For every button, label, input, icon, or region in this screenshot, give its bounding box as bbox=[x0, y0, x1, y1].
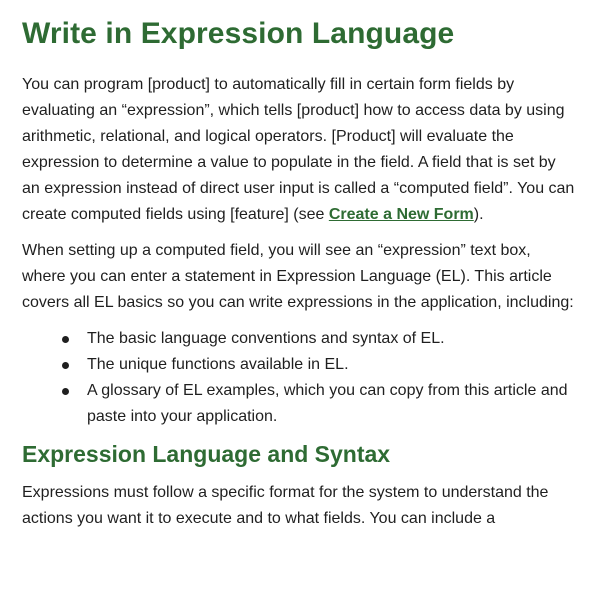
list-item-text: A glossary of EL examples, which you can copy from this article and paste into your application. bbox=[87, 382, 568, 425]
bullet-icon bbox=[62, 388, 69, 395]
list-item bbox=[62, 352, 576, 378]
bullet-icon bbox=[62, 336, 69, 343]
list-item bbox=[62, 326, 576, 352]
topics-list bbox=[22, 326, 576, 430]
list-item bbox=[62, 378, 576, 430]
list-item-text: The unique functions available in EL. bbox=[87, 356, 349, 373]
syntax-paragraph: Expressions must follow a specific format for the system to understand the actions you want it to execute and to what fields. You can include a bbox=[22, 484, 549, 527]
intro-text-end: ). bbox=[473, 206, 484, 223]
intro-paragraph bbox=[22, 72, 576, 228]
page-title: Write in Expression Language bbox=[22, 17, 455, 50]
intro-text: You can program [product] to automatically fill in certain form fields by evaluating an “expression”, which tells [product] how to access data by using arithmetic, relational, and logical operators. [Product] will evaluate the expression to determine a value to populate in the field. A field that is set by an expression instead of direct user input is called a “computed field”. You can create computed fields using [feature] (see bbox=[22, 76, 575, 223]
computed-field-paragraph: When setting up a computed field, you will see an “expression” text box, where you can enter a statement in Expression Language (EL). This article covers all EL basics so you can write expressions in the application, including: bbox=[22, 242, 574, 311]
bullet-icon bbox=[62, 362, 69, 369]
create-new-form-link[interactable]: Create a New Form bbox=[328, 206, 474, 223]
section-heading: Expression Language and Syntax bbox=[22, 441, 391, 467]
list-item-text: The basic language conventions and syntax of EL. bbox=[87, 330, 445, 347]
